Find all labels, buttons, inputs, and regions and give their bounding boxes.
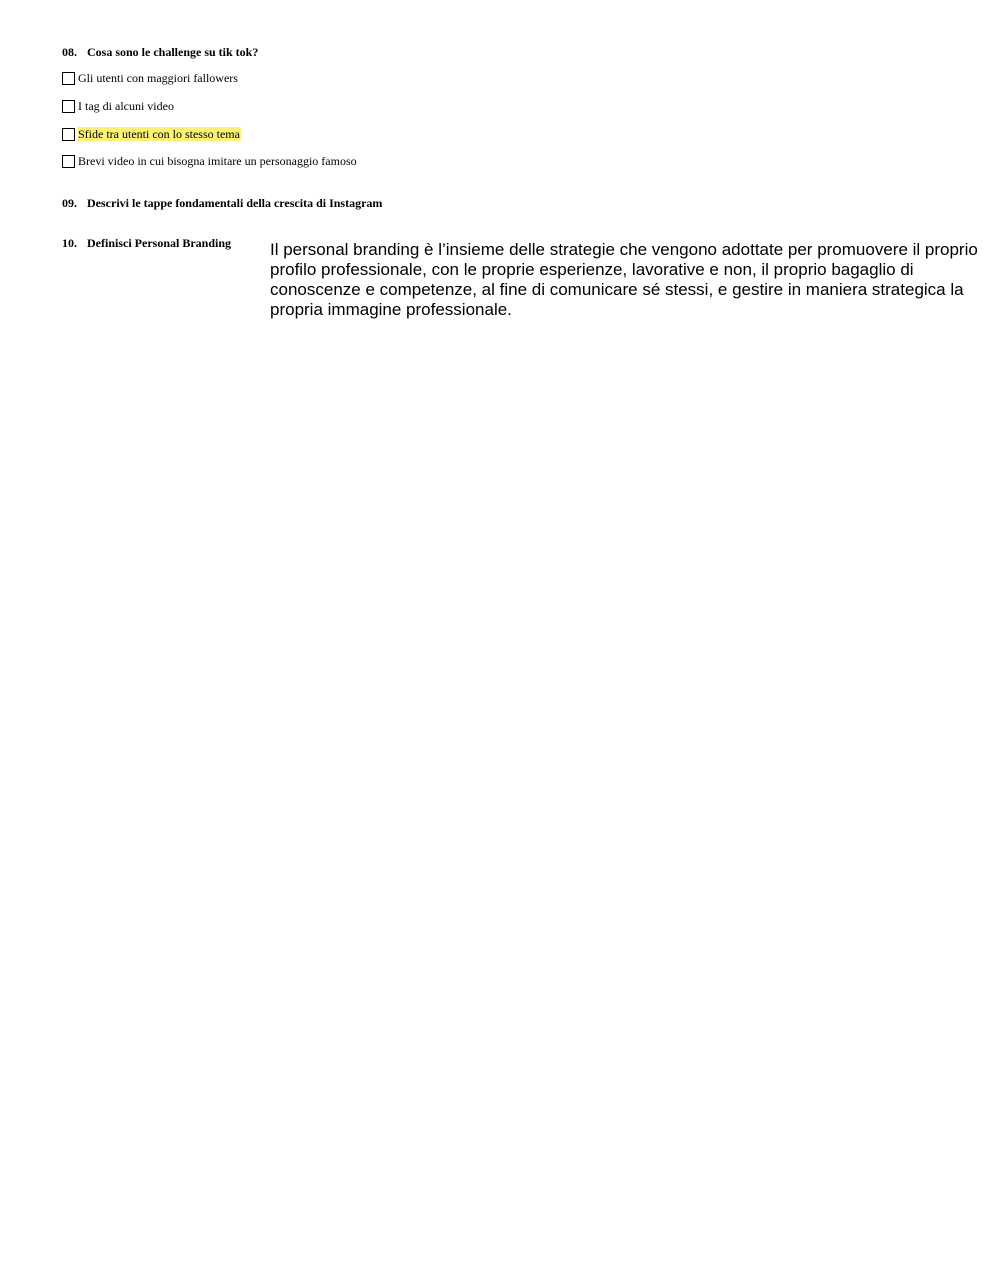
answer-text: Il personal branding è l’insieme delle strategie che vengono adottate per promuovere il proprio profilo professionale, con le proprie esperienze, lavorative e non, il proprio bagaglio di conoscenze e competenze, al fine di comunicare sé stessi, e gestire in maniera strategica la propria immagine professionale. — [270, 240, 978, 319]
checkbox[interactable] — [62, 128, 75, 141]
question-number: 10. — [62, 236, 77, 250]
question-08-heading — [62, 45, 258, 59]
question-text: Descrivi le tappe fondamentali della crescita di Instagram — [87, 196, 383, 210]
option-row[interactable] — [62, 98, 175, 114]
question-text: Cosa sono le challenge su tik tok? — [87, 45, 259, 59]
option-row[interactable] — [62, 153, 358, 169]
option-row[interactable] — [62, 126, 241, 142]
checkbox[interactable] — [62, 72, 75, 85]
question-number: 08. — [62, 45, 77, 59]
option-label-highlighted: Sfide tra utenti con lo stesso tema — [78, 127, 240, 141]
question-09-heading — [62, 196, 382, 210]
option-label: Brevi video in cui bisogna imitare un personaggio famoso — [78, 154, 357, 168]
option-label: I tag di alcuni video — [78, 99, 174, 113]
option-row[interactable] — [62, 70, 239, 86]
question-text: Definisci Personal Branding — [87, 236, 232, 250]
checkbox[interactable] — [62, 155, 75, 168]
question-number: 09. — [62, 196, 77, 210]
question-10-heading — [62, 236, 231, 250]
checkbox[interactable] — [62, 100, 75, 113]
option-label: Gli utenti con maggiori fallowers — [78, 71, 238, 85]
